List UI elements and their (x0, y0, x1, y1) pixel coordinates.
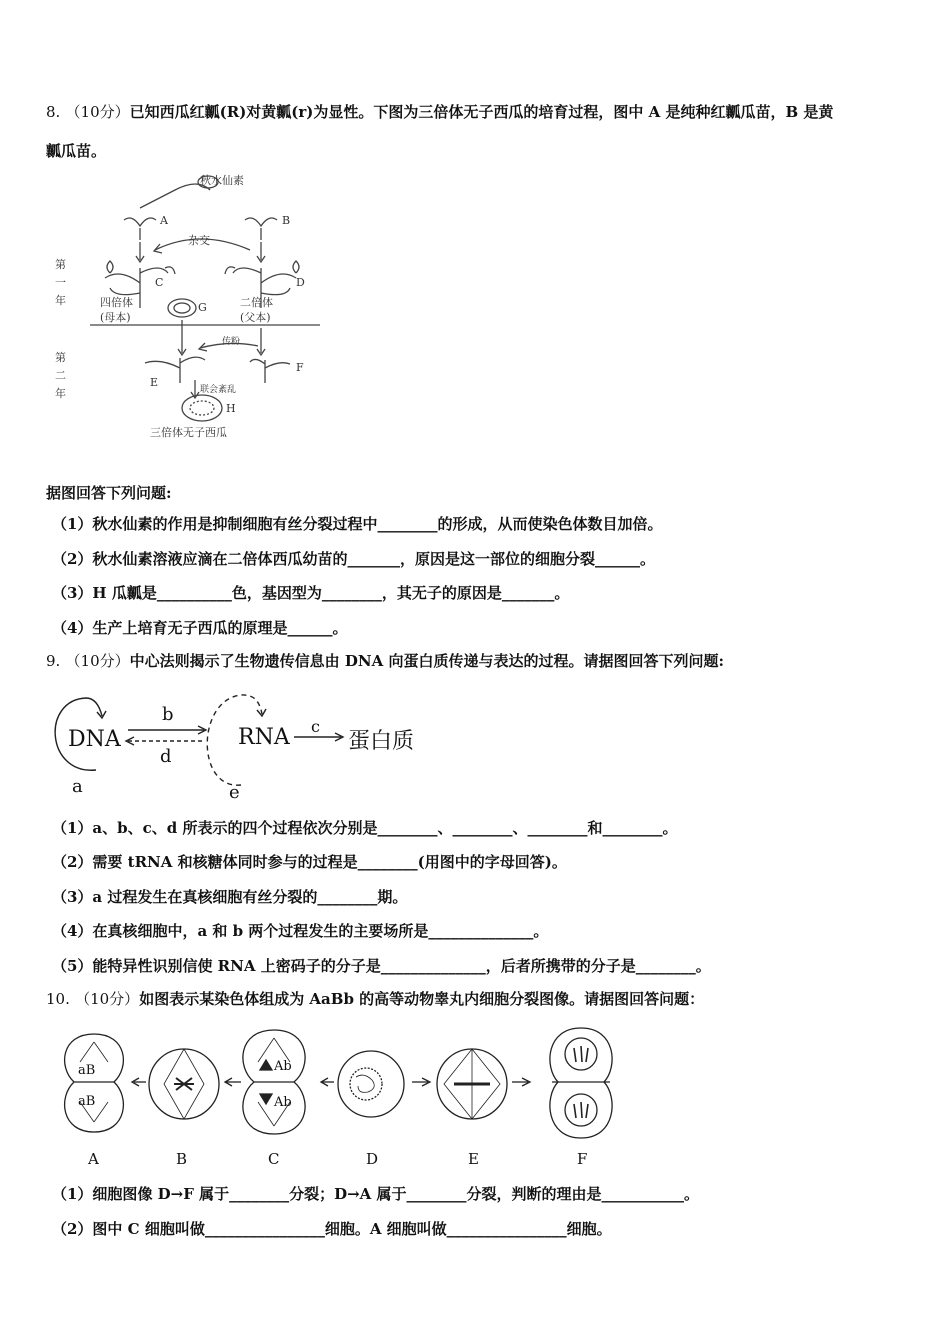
label-rna: RNA (238, 725, 290, 750)
q8-stem-text: 已知西瓜红瓤(R)对黄瓤(r)为显性。下图为三倍体无子西瓜的培育过程，图中 A 是纯种红瓤瓜苗，B 是黄 (129, 103, 834, 121)
q10-number: 10. (46, 990, 70, 1008)
label-year2-3: 年 (55, 387, 66, 400)
cell-a-gene-top: aB (78, 1063, 96, 1078)
label-triploid: 三倍体无子西瓜 (150, 426, 227, 439)
label-h: H (226, 402, 236, 415)
q10-stem (46, 989, 704, 1009)
label-a: a (72, 776, 83, 797)
label-b: b (162, 704, 174, 725)
seedling-a-icon (124, 218, 156, 240)
q10-cell-division-figure (46, 1022, 636, 1172)
label-year1-2: 一 (55, 276, 66, 289)
q9-item-1: （1）a、b、c、d 所表示的四个过程依次分别是________、________、________和________。 (52, 819, 678, 837)
cell-label-d: D (366, 1150, 379, 1168)
label-d: d (160, 746, 172, 767)
q9-item-3: （3）a 过程发生在真核细胞有丝分裂的________期。 (52, 888, 408, 906)
q8-stem-line2: 瓤瓜苗。 (46, 142, 107, 160)
q8-score: （10分） (65, 103, 130, 121)
q10-stem-text: 如图表示某染色体组成为 AaBb 的高等动物睾丸内细胞分裂图像。请据图回答问题： (139, 990, 705, 1008)
q9-central-dogma-figure (46, 690, 436, 802)
q8-item-3: （3）H 瓜瓤是__________色，基因型为________，其无子的原因是_______。 (52, 584, 570, 602)
label-b: B (282, 214, 291, 227)
cell-c (243, 1030, 305, 1134)
cell-c-gene-top: Ab (274, 1059, 292, 1074)
q9-item-2: （2）需要 tRNA 和核糖体同时参与的过程是________(用图中的字母回答)。 (52, 853, 567, 871)
label-cross: 杂交 (188, 234, 210, 247)
q9-score: （10分） (65, 652, 130, 670)
label-e: e (229, 782, 240, 802)
q8-item-1: （1）秋水仙素的作用是抑制细胞有丝分裂过程中________的形成，从而使染色体数目加倍。 (52, 515, 663, 533)
label-pollinate: 传粉 (222, 337, 241, 347)
q8-item-4: （4）生产上培育无子西瓜的原理是______。 (52, 619, 348, 637)
dropper-icon (140, 184, 210, 208)
q8-stem-line1 (46, 102, 833, 122)
cell-e (437, 1049, 507, 1119)
q10-item-1: （1）细胞图像 D→F 属于________分裂；D→A 属于________分裂，判断的理由是___________。 (52, 1185, 700, 1203)
label-e: E (150, 376, 159, 389)
label-year2-2: 二 (55, 369, 66, 382)
cell-f (550, 1028, 612, 1138)
q9-stem-text: 中心法则揭示了生物遗传信息由 DNA 向蛋白质传递与表达的过程。请据图回答下列问题: (129, 652, 724, 670)
q9-number: 9. (46, 652, 61, 670)
label-father: (父本) (240, 311, 271, 324)
q9-item-4: （4）在真核细胞中，a 和 b 两个过程发生的主要场所是______________。 (52, 922, 549, 940)
label-f: F (296, 361, 304, 374)
cell-label-a: A (88, 1150, 99, 1168)
label-a: A (160, 214, 168, 227)
cell-label-c: C (268, 1150, 280, 1168)
label-protein: 蛋白质 (348, 729, 415, 754)
seedling-b-icon (245, 218, 277, 240)
cell-c-gene-bottom: Ab (274, 1095, 292, 1110)
q8-item-2: （2）秋水仙素溶液应滴在二倍体西瓜幼苗的_______，原因是这一部位的细胞分裂______。 (52, 550, 655, 568)
plant-f-icon (250, 359, 290, 383)
q10-score: （10分） (75, 990, 140, 1008)
q9-item-5: （5）能特异性识别信使 RNA 上密码子的分子是______________，后者所携带的分子是________。 (52, 957, 711, 975)
cell-label-f: F (577, 1150, 588, 1168)
label-d: D (296, 276, 305, 289)
cell-a-gene-bottom: aB (78, 1094, 96, 1109)
cell-b (149, 1049, 219, 1119)
label-c: c (311, 717, 320, 736)
label-year2-1: 第 (55, 351, 66, 364)
q9-stem (46, 651, 724, 671)
label-tetraploid: 四倍体 (100, 296, 133, 309)
label-c: C (155, 276, 164, 289)
cell-d (338, 1051, 404, 1117)
q8-watermelon-breeding-figure (50, 168, 340, 448)
q8-prompt: 据图回答下列问题: (46, 484, 172, 502)
label-year1-1: 第 (55, 258, 66, 271)
q10-item-2: （2）图中 C 细胞叫做________________细胞。A 细胞叫做________________细胞。 (52, 1220, 612, 1238)
label-diploid: 二倍体 (240, 296, 273, 309)
label-dna: DNA (68, 727, 121, 752)
label-g: G (198, 301, 207, 314)
fruit-g-icon (168, 299, 196, 317)
label-mother: (母本) (100, 311, 131, 324)
label-synapsis: 联会紊乱 (200, 385, 237, 395)
cell-label-b: B (176, 1150, 188, 1168)
cell-label-e: E (468, 1150, 479, 1168)
label-year1-3: 年 (55, 294, 66, 307)
fruit-h-icon (182, 395, 222, 421)
label-colchicine: 秋水仙素 (200, 174, 244, 187)
cell-a (65, 1034, 124, 1132)
q8-number: 8. (46, 103, 61, 121)
